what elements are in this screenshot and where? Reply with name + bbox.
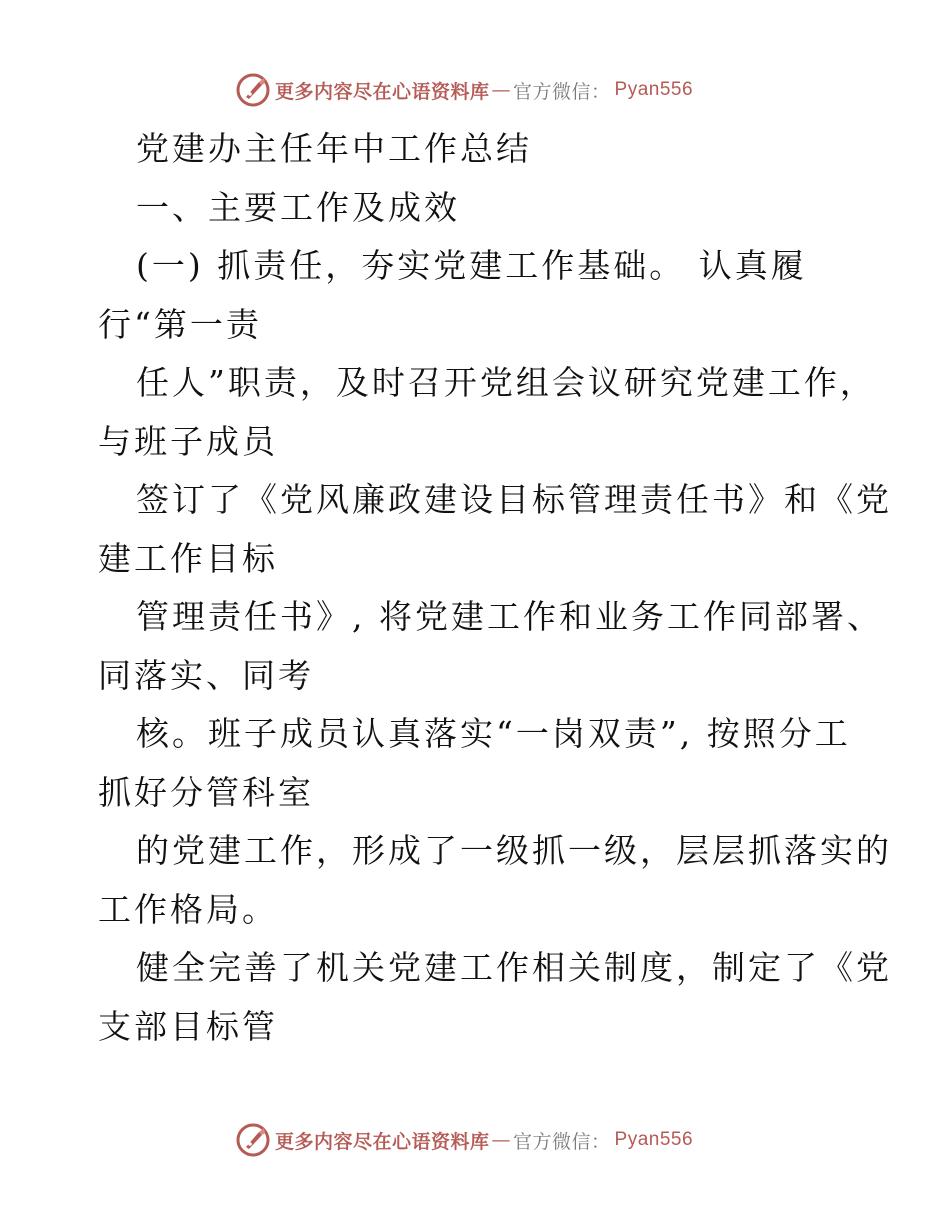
banner-dash: — (491, 79, 512, 101)
paragraph-line: 核。班子成员认真落实“一岗双责”, 按照分工 (136, 714, 851, 753)
pen-nib-logo-icon (235, 72, 271, 108)
banner-wechat-id: Pyan556 (614, 79, 694, 100)
section-heading: 一、主要工作及成效 (136, 187, 460, 227)
document-body (98, 120, 892, 1056)
banner-subtitle: 官方微信： (513, 1130, 611, 1153)
paragraph-line: 与班子成员 (98, 421, 278, 461)
paragraph-line: 管理责任书》, 将党建工作和业务工作同部署、 (136, 597, 883, 636)
header-banner (235, 71, 693, 109)
banner-subtitle: 官方微信： (513, 80, 611, 103)
paragraph-line: 工作格局。 (98, 889, 278, 929)
paragraph-line: 抓好分管科室 (98, 772, 314, 812)
paragraph-line: 建工作目标 (98, 538, 278, 578)
paragraph-line: 行“第一责 (98, 304, 262, 344)
banner-dash: — (491, 1129, 512, 1151)
paragraph-line: 任人”职责，及时召开党组会议研究党建工作， (136, 363, 876, 402)
footer-banner (235, 1121, 693, 1159)
pen-nib-logo-icon (235, 1122, 271, 1158)
paragraph-line: (一) 抓责任，夯实党建工作基础。 认真履 (136, 246, 807, 285)
paragraph-line: 同落实、同考 (98, 655, 314, 695)
banner-brand: 更多内容尽在心语资料库 (275, 1130, 490, 1153)
document-title: 党建办主任年中工作总结 (136, 129, 532, 168)
paragraph-line: 健全完善了机关党建工作相关制度，制定了《党 (136, 948, 892, 987)
paragraph-line: 签订了《党风廉政建设目标管理责任书》和《党 (136, 480, 892, 519)
banner-wechat-id: Pyan556 (614, 1129, 694, 1150)
paragraph-line: 的党建工作，形成了一级抓一级，层层抓落实的 (136, 831, 892, 870)
banner-brand: 更多内容尽在心语资料库 (275, 80, 490, 103)
paragraph-line: 支部目标管 (98, 1006, 278, 1046)
